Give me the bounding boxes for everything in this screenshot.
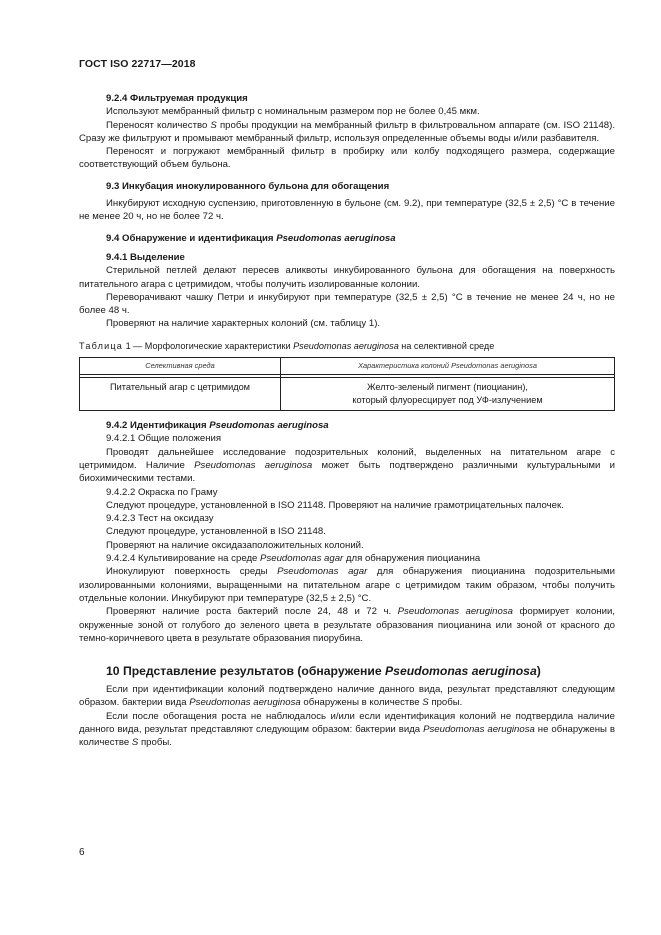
subsection-9-4-2-2: 9.4.2.2 Окраска по Граму <box>106 486 218 498</box>
section-9-3-heading: 9.3 Инкубация инокулированного бульона для обогащения <box>106 180 390 192</box>
morphology-table <box>79 357 615 411</box>
paragraph: Если при идентификации колоний подтверждено наличие данного вида, результат представляют следующим образом. бактерии вида Pseudomonas aeruginosa обнаружены в количестве S пробы. <box>79 684 615 709</box>
table-row <box>80 378 615 411</box>
page-content <box>79 92 615 750</box>
table-cell-characteristic: Желто-зеленый пигмент (пиоцианин), который флуоресцирует под УФ-излучением <box>281 378 615 411</box>
section-9-4-2-heading: 9.4.2 Идентификация Pseudomonas aeruginosa <box>106 420 329 432</box>
page-header-standard: ГОСТ ISO 22717—2018 <box>79 58 196 70</box>
paragraph: Проводят дальнейшее исследование подозрительных колоний, выделенных на питательном агаре с цетримидом. Наличие Pseudomonas aeruginosa может быть подтверждено различными культуральными и биохимическими тестами. <box>79 446 615 485</box>
paragraph: Переносят количество S пробы продукции на мембранный фильтр в фильтровальном аппарате (см. ISO 21148). Сразу же фильтруют и промывают мембранный фильтр, используя определенные объемы воды и/или разбавителя. <box>79 119 615 144</box>
section-9-4-1-heading: 9.4.1 Выделение <box>106 251 185 263</box>
paragraph: Стерильной петлей делают пересев аликвоты инкубированного бульона для обогащения на поверхность питательного агара с цетримидом, чтобы получить изолированные колонии. <box>79 265 615 290</box>
paragraph: Проверяют на наличие оксидазаположительных колоний. <box>106 539 364 551</box>
subsection-9-4-2-1: 9.4.2.1 Общие положения <box>106 433 222 445</box>
paragraph: Инокулируют поверхность среды Pseudomonas agar для обнаружения пиоцианина подозрительными изолированными колониями, выращенными на питательном агаре с цетримидом таким образом, чтобы получить отдельные колонии. Инкубируют при температуре (32,5 ± 2,5) °С. <box>79 566 615 604</box>
table-header-characteristic: Характеристика колоний Pseudomonas aeruginosa <box>281 358 615 375</box>
paragraph: Следуют процедуре, установленной в ISO 21148. <box>106 526 326 538</box>
paragraph: Проверяют наличие роста бактерий после 24, 48 и 72 ч. Pseudomonas aeruginosa формирует колонии, окруженные зоной от голубого до зеленого цвета в результате образования пиоцианина или зоной от красного до темно-коричневого цвета в результате образования пиорубина. <box>79 606 615 644</box>
section-9-4-heading: 9.4 Обнаружение и идентификация Pseudomonas aeruginosa <box>106 232 396 244</box>
paragraph: Проверяют на наличие характерных колоний (см. таблицу 1). <box>106 318 381 330</box>
paragraph: Используют мембранный фильтр с номинальным размером пор не более 0,45 мкм. <box>106 106 480 118</box>
paragraph: Следуют процедуре, установленной в ISO 21148. Проверяют на наличие грамотрицательных палочек. <box>106 499 564 511</box>
section-10-heading: 10 Представление результатов (обнаружение Pseudomonas aeruginosa) <box>106 664 541 679</box>
table-header-medium: Селективная среда <box>80 358 281 375</box>
subsection-9-4-2-3: 9.4.2.3 Тест на оксидазу <box>106 513 214 525</box>
paragraph: Переносят и погружают мембранный фильтр в пробирку или колбу подходящего размера, содержащие соответствующий объем бульона. <box>79 146 615 171</box>
paragraph: Инкубируют исходную суспензию, приготовленную в бульоне (см. 9.2), при температуре (32,5 ± 2,5) °С в течение не менее 20 ч, но не более 72 ч. <box>79 198 615 223</box>
page-number: 6 <box>79 847 85 858</box>
paragraph: Переворачивают чашку Петри и инкубируют при температуре (32,5 ± 2,5) °С в течение не менее 24 ч, но не более 48 ч. <box>79 291 615 317</box>
table-cell-medium: Питательный агар с цетримидом <box>80 378 281 411</box>
paragraph: Если после обогащения роста не наблюдалось и/или если идентификация колоний не подтвердила наличие данного вида, результат представляют следующим образом: бактерии вида Pseudomonas aeruginosa не обнаружены в количестве S пробы. <box>79 710 615 749</box>
table-caption: Таблица 1 — Морфологические характеристики Pseudomonas aeruginosa на селективной среде <box>79 340 495 351</box>
section-9-2-4-heading: 9.2.4 Фильтруемая продукция <box>106 93 248 104</box>
subsection-9-4-2-4: 9.4.2.4 Культивирование на среде Pseudomonas agar для обнаружения пиоцианина <box>106 553 481 565</box>
